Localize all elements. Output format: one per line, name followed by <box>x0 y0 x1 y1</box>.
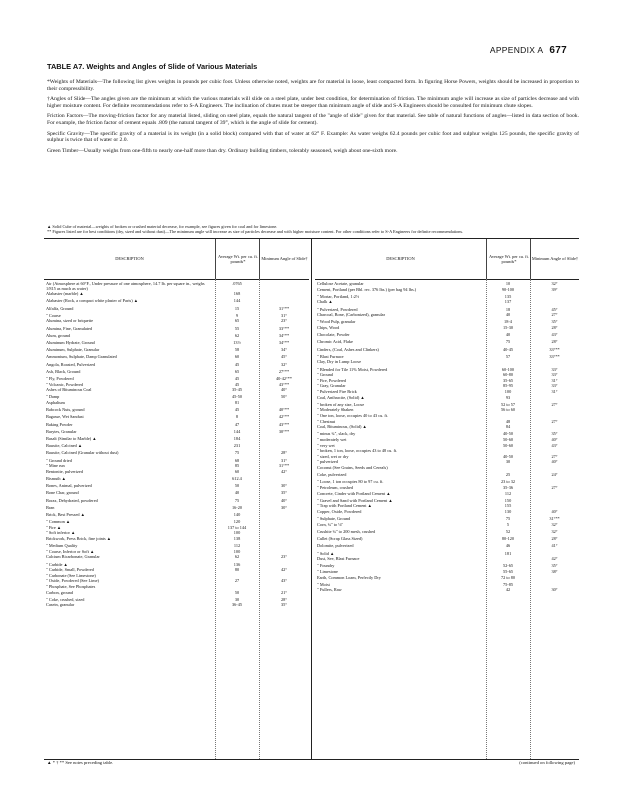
description-cell: Coal, Bituminous, (Solid) ▲ <box>317 424 367 430</box>
weight-cell: 168 <box>233 291 241 297</box>
weight-cell: 15-30 <box>502 325 514 330</box>
description-cell: " Moderately Shaken <box>317 407 354 413</box>
weight-cell: 30 <box>234 596 240 602</box>
angle-cell: 40°** <box>278 407 290 413</box>
description-cell: Alabaster (marble) ▲ <box>46 291 84 297</box>
angle-cell: 35° <box>280 602 287 608</box>
angle-cell: 28° <box>280 450 287 456</box>
small-notes <box>47 224 579 234</box>
description-cell: Alabaster (Rock, a compact white plaster of Paris) ▲ <box>46 298 138 304</box>
weight-cell: 18-4 <box>504 319 512 325</box>
description-cell: " broken, 1 ton, loose, occupies 43 to 48 cu. ft. <box>317 448 398 454</box>
weight-cell: 140 <box>233 512 241 517</box>
weight-cell: 68 <box>234 457 240 463</box>
description-cell: " Pulverized, Powdered <box>317 306 358 312</box>
description-cell: " Fullers, Raw <box>317 587 342 593</box>
description-cell: Bone Char, ground <box>46 490 79 496</box>
angle-cell: 31° <box>551 377 558 383</box>
description-cell: " Chestnut <box>317 418 336 424</box>
weight-cell: 80 <box>234 567 240 573</box>
description-cell: " pulverized <box>317 459 338 465</box>
description-cell: " broken of any size, Loose <box>317 401 365 407</box>
description-cell: " Gray, Granular <box>317 383 346 389</box>
weight-cell: 25 <box>505 472 511 478</box>
table-right-half <box>315 239 579 759</box>
description-cell: " Damp <box>46 394 60 400</box>
description-cell: Carbon, ground <box>46 589 73 595</box>
weight-cell: 137 to 144 <box>227 524 247 530</box>
weight-cell: 65 <box>234 368 240 374</box>
weight-cell: 184 <box>233 436 241 441</box>
description-cell: Bran <box>46 504 55 510</box>
weight-cell: 40 <box>234 490 240 496</box>
description-cell: " Moist <box>317 581 330 587</box>
angle-cell: 30° <box>551 587 558 593</box>
angle-cell: 45° <box>280 354 287 360</box>
angle-cell: 28° <box>551 339 558 345</box>
weight-cell: 13½ <box>233 340 241 345</box>
weight-cell: 55 <box>234 325 240 331</box>
description-cell: Borax, Dehydrated, powdered <box>46 497 98 503</box>
weight-cell: 60-100 <box>501 366 515 372</box>
note-gravity: Specific Gravity—The specific gravity of a material is its weight (in a solid block) compared with that of water at 62° F. Example: As water weighs 62.4 pounds per cubic foot and sulphur weighs 125 pounds, the specific gravity of sulphur is twice that of water or 2.0. <box>47 130 579 144</box>
angle-cell: 28° <box>280 596 287 602</box>
angle-cell: 27°** <box>278 368 290 374</box>
table-center-divider <box>311 239 312 759</box>
column-header-description: DESCRIPTION <box>386 256 415 262</box>
angle-cell: 40-42°** <box>275 376 293 381</box>
weight-cell: 75 <box>234 497 240 503</box>
angle-cell: 40° <box>280 497 287 503</box>
angle-cell: 33° <box>551 372 558 378</box>
description-cell: " One ton, loose, occupies 40 to 43 cu. ft. <box>317 413 389 418</box>
description-cell: " Fire ▲ <box>46 524 62 530</box>
weight-cell: 112 <box>504 490 512 496</box>
angle-cell: 31°** <box>549 516 560 522</box>
weight-cell: 52 <box>505 529 511 534</box>
description-cell: Brickwork, Press Brick, fine joints ▲ <box>46 536 111 541</box>
weight-cell: 50 <box>234 589 240 595</box>
weight-cell: 40-50 <box>502 453 514 459</box>
description-cell: Air (Atmosphere at 60°F., Under pressure of one atmosphere, 14.7 lb. per square in., weighs 1/815 as much as water) <box>46 281 205 292</box>
materials-table <box>44 238 579 760</box>
continued-note: (continued on following page) <box>519 760 575 765</box>
weight-cell: 45 <box>234 381 240 387</box>
description-cell: Cinders, (Coal, Ashes and Clinkers) <box>317 346 379 352</box>
description-cell: Chips, Wood <box>317 325 340 330</box>
weight-cell: 75 <box>505 339 511 345</box>
description-cell: " minus ¾", slack, dry <box>317 431 356 437</box>
description-cell: " Volcanic, Powdered <box>46 381 84 387</box>
description-cell: Concrete, Cinder with Portland Cement ▲ <box>317 490 391 496</box>
weight-cell: 120 <box>233 519 241 525</box>
description-cell: Ammonium, Sulphate, Damp Granulated <box>46 354 117 360</box>
angle-cell: 39° <box>551 286 558 292</box>
weight-cell: 50-60 <box>502 437 514 442</box>
angle-cell: 42°** <box>278 414 290 420</box>
angle-cell: 33° <box>551 366 558 372</box>
description-cell: " Phosphate, See Phosphates <box>46 584 96 589</box>
description-cell: " Pulverized Fire Brick <box>317 389 357 394</box>
weight-cell: 30 <box>505 459 511 465</box>
weight-cell: 90-100 <box>501 286 515 292</box>
note-angles: †Angles of Slide—The angles given are the minimum at which the various materials will slide on a steel plate, under best condition, for determination of friction. The minimum angle will increase as size of particles decrease and with higher moisture content. For definite recommendations refer to S-A Engineers. The inclination of chutes must be steeper than minimum angle of slide and S-A Engineers should be consulted for minimum chute slopes. <box>47 96 579 109</box>
weight-cell: 27 <box>234 578 240 584</box>
note-friction: Friction Factors—The moving-friction factor for any material listed, sliding on steel plate, equals the natural tangent of the "angle of slide" given for that material. See table of natural functions of angles—listed in data section of book. For example, the friction factor of cement equals .809 (the natural tangent of 39°, which is the angle of slide for cement). <box>47 113 579 126</box>
description-cell: Aluminum, Sulphate, Granular <box>46 347 100 353</box>
angle-cell: 24° <box>551 472 558 478</box>
description-cell: Clay, Dry in Lump Loose <box>317 359 361 365</box>
weight-cell: .0765 <box>232 281 242 286</box>
angle-cell: 35° <box>551 563 558 569</box>
description-cell: Dolomite, pulverized <box>317 543 354 549</box>
angle-cell: 38° <box>551 569 558 574</box>
description-cell: " Sulphate, Ground <box>317 516 351 522</box>
weight-cell: 42 <box>505 587 511 593</box>
table-left-half <box>44 239 309 759</box>
description-cell: Babcock Nuts, ground <box>46 407 85 413</box>
weight-cell: 35-36 <box>502 485 514 490</box>
description-cell: " Wood Pulp, granular <box>317 319 356 325</box>
angle-cell: 41° <box>551 543 558 549</box>
description-cell: " moderately wet <box>317 437 347 442</box>
weight-cell: 16-20 <box>231 504 243 510</box>
angle-cell: 32° <box>551 521 558 527</box>
description-cell: Aluminum Hydrate, Ground <box>46 340 95 345</box>
angle-cell: 27° <box>551 418 558 424</box>
weight-cell: 48 <box>505 418 511 424</box>
description-cell: Bones, Animal, pulverized <box>46 483 92 489</box>
description-cell: " Mortar, Portland, 1:2½ <box>317 293 360 299</box>
weight-cell: 58 <box>234 347 240 353</box>
description-cell: " Blended for Tile 11% Moist, Powdered <box>317 366 388 372</box>
description-cell: " Fly, Powdered <box>46 376 74 381</box>
description-cell: " sized, wet or dry <box>317 453 349 459</box>
table-body-right <box>315 279 579 759</box>
description-cell: " Coke, crushed, sized <box>46 596 85 602</box>
weight-cell: 40-45 <box>502 346 514 352</box>
weight-cell: 55-65 <box>502 569 514 574</box>
angle-cell: 40° <box>280 387 287 393</box>
weight-cell: 8 <box>235 414 239 420</box>
angle-cell: 32° <box>551 281 558 286</box>
weight-cell: 35-65 <box>502 377 514 383</box>
description-cell: " Solid ▲ <box>317 550 335 556</box>
description-cell: " very wet <box>317 442 335 448</box>
weight-cell: 47 <box>234 421 240 427</box>
angle-cell: 30°** <box>278 428 290 434</box>
weight-cell: 5 <box>506 521 510 527</box>
description-cell: Ashes of Bituminous Coal <box>46 387 92 393</box>
weight-cell: 155 <box>504 503 512 509</box>
angle-cell: 27° <box>551 401 558 407</box>
angle-cell: 50° <box>280 394 287 400</box>
weight-cell: 612.4 <box>232 476 242 481</box>
description-cell: Bauxite, Calcined (Granular without dust) <box>46 450 119 456</box>
table-header-right <box>315 239 579 280</box>
weight-cell: 75-85 <box>502 581 514 587</box>
angle-cell: 28° <box>551 325 558 330</box>
weight-cell: 56 to 60 <box>500 407 516 413</box>
description-cell: Calcium Bicarbonate, Granular <box>46 554 100 560</box>
description-cell: Corn, ¾" to ⅛" <box>317 521 344 527</box>
angle-cell: 27° <box>551 453 558 459</box>
weight-cell: 60 <box>234 468 240 474</box>
weight-cell: 100 <box>504 389 512 394</box>
angle-cell: 33°** <box>278 325 290 331</box>
angle-cell: 31°** <box>278 305 290 311</box>
description-cell: Chocolate, Powder <box>317 332 350 338</box>
weight-cell: 52 to 57 <box>500 401 516 407</box>
table-body-left <box>44 279 309 759</box>
angle-cell: 34°** <box>278 340 290 345</box>
weight-cell: 112 <box>233 543 241 549</box>
description-cell: Alumina, sized or briquette <box>46 318 94 324</box>
description-cell: " Coarse <box>46 312 61 318</box>
description-cell: " Gravel and Sand with Portland Cement ▲ <box>317 497 393 503</box>
description-cell: Dust, See, Blast Furnace <box>317 556 360 562</box>
description-cell: " Ground <box>317 372 333 378</box>
angle-cell: 33° <box>551 383 558 389</box>
angle-cell: 40° <box>551 459 558 465</box>
angle-cell: 33°** <box>549 353 560 359</box>
description-cell: " Common ▲ <box>46 519 71 525</box>
description-cell: " Limestone <box>317 569 338 574</box>
angle-cell: 23° <box>280 318 287 324</box>
description-cell: Chromic Acid, Flake <box>317 339 353 345</box>
angle-cell: 35° <box>280 490 287 496</box>
weight-cell: 150 <box>504 497 512 503</box>
weight-cell: 72 to 80 <box>500 574 516 580</box>
angle-cell: 30° <box>280 504 287 510</box>
description-cell: " Fire, Powdered <box>317 377 347 383</box>
angle-cell: 40° <box>551 509 558 514</box>
weight-cell: 23 to 32 <box>500 479 516 485</box>
angle-cell: 31° <box>280 457 287 463</box>
description-cell: " Trap with Portland Cement ▲ <box>317 503 372 509</box>
description-cell: Alumina, Fine, Granulated <box>46 325 93 331</box>
angle-cell: 30° <box>280 483 287 489</box>
weight-cell: 46 <box>505 543 511 549</box>
angle-cell: 27° <box>551 312 558 318</box>
angle-cell: 31° <box>551 389 558 394</box>
angle-cell: 21° <box>280 589 287 595</box>
weight-cell: 50-60 <box>502 442 514 448</box>
weight-cell: 9 <box>235 312 239 318</box>
weight-cell: 15 <box>234 305 240 311</box>
description-cell: Cellulose Acetate, granular <box>317 281 364 286</box>
weight-cell: 62 <box>234 554 240 560</box>
angle-cell: 33°** <box>549 346 560 352</box>
description-cell: Copper, Oxide, Powdered <box>317 509 362 514</box>
angle-cell: 34°** <box>278 332 290 338</box>
weight-cell: 144 <box>233 428 241 434</box>
description-cell: Casein, granular <box>46 602 75 608</box>
column-header-angle: Minimum Angle of Slide† <box>530 239 579 279</box>
description-cell: Ash, Black, Ground <box>46 368 81 374</box>
weight-cell: 45 <box>234 407 240 413</box>
angle-cell: 42° <box>280 567 287 573</box>
weight-cell: 60 <box>234 354 240 360</box>
description-cell: Cement, Portland (per Bbl. rec. 376 lbs.) (per bag 94 lbs.) <box>317 286 417 292</box>
weight-cell: 50 <box>234 483 240 489</box>
description-cell: Bentonite, pulverized <box>46 468 83 474</box>
small-note-best: ** Figures listed are for best conditions (dry, sized and without dust)—The minimum angle will increase as size of particles decrease and with higher moisture content. For other conditions refer to S-A Engineers for definite recommendations. <box>47 229 464 235</box>
description-cell: Angola, Roasted, Pulverized <box>46 361 96 367</box>
weight-cell: 231 <box>233 443 241 449</box>
description-cell: Chalk ▲ <box>317 299 333 305</box>
weight-cell: 85 <box>234 463 240 469</box>
weight-cell: 84 <box>505 424 511 430</box>
weight-cell: 62 <box>234 332 240 338</box>
weight-cell: 40 <box>505 332 511 338</box>
weight-cell: 130 <box>504 509 512 514</box>
weight-cell: 137 <box>504 299 512 305</box>
description-cell: " Loose, 1 ton occupies 80 to 97 cu. ft. <box>317 479 384 485</box>
description-cell: Brick, Best Pressed ▲ <box>46 512 85 517</box>
angle-cell: 31°** <box>278 463 290 469</box>
angle-cell: 45° <box>551 306 558 312</box>
description-cell: Bauxite, Calcined ▲ <box>46 443 83 449</box>
weight-cell: 45 <box>234 361 240 367</box>
angle-cell: 43°** <box>278 421 290 427</box>
description-cell: " Carbonate (See Limestone) <box>46 572 96 578</box>
column-header-weight: Average Wt. per cu. ft. pounds* <box>215 239 260 279</box>
weight-cell: 80-120 <box>501 536 515 542</box>
footer-legend: ▲ * † ** See notes preceding table. <box>47 760 114 765</box>
description-cell: " Coarse, Inferior or Soft ▲ <box>46 548 95 554</box>
weight-cell: 85-95 <box>502 383 514 389</box>
description-cell: " Foundry <box>317 563 335 569</box>
weight-cell: 75 <box>234 450 240 456</box>
small-note-solid: ▲ Solid Cube of material—weights of broken or crushed material decrease, for example, see figures given for coal and for limestone. <box>47 224 278 229</box>
weight-cell: 138 <box>233 536 241 541</box>
weight-cell: 45 <box>234 376 240 381</box>
note-weights: *Weights of Materials—The following list gives weights in pounds per cubic foot. Unless otherwise noted, weights are for material in loose, least compacted form. In figuring Horse Powers, weights should be increased in proportion to their compressibility. <box>47 79 579 92</box>
weight-cell: 65 <box>234 318 240 324</box>
description-cell: Charcoal, Bone, (Carbonized), granular <box>317 312 386 318</box>
description-cell: Baking Powder <box>46 421 73 427</box>
weight-cell: 60-80 <box>502 372 514 378</box>
angle-cell: 34° <box>280 347 287 353</box>
description-cell: " Carbide ▲ <box>46 561 68 567</box>
weight-cell: 18 <box>505 306 511 312</box>
column-header-description: DESCRIPTION <box>115 256 144 262</box>
description-cell: Cullet (Scrap Glass Sized) <box>317 536 363 542</box>
description-cell: " Medium Quality <box>46 543 78 549</box>
description-cell: Coal, Anthracite, (Solid) ▲ <box>317 394 365 400</box>
weight-cell: 36-45 <box>231 602 243 608</box>
weight-cell: 52-65 <box>502 563 514 569</box>
angle-cell: 43° <box>551 442 558 448</box>
angle-cell: 42° <box>280 468 287 474</box>
description-cell: " Petroleum, crushed <box>317 485 354 490</box>
angle-cell: 31° <box>280 312 287 318</box>
page-number: 677 <box>549 45 567 56</box>
description-cell: Barytes, Granular <box>46 428 77 434</box>
angle-cell: 35° <box>551 431 558 437</box>
angle-cell: 32° <box>551 529 558 534</box>
description-cell: " Carbide, Small, Powdered <box>46 567 94 573</box>
description-cell: Asphaltum <box>46 400 65 405</box>
weight-cell: 181 <box>504 550 512 556</box>
weight-cell: 81 <box>234 400 240 405</box>
description-cell: Coke, pulverized <box>317 472 347 478</box>
weight-cell: 93 <box>505 394 511 400</box>
weight-cell: 136 <box>233 561 241 567</box>
weight-cell: 10 <box>505 281 511 286</box>
description-cell: " Blast Furnace <box>317 353 344 359</box>
weight-cell: 35-45 <box>231 387 243 393</box>
description-cell: " Soft inferior ▲ <box>46 530 76 536</box>
column-header-angle: Minimum Angle of Slide† <box>259 239 309 279</box>
weight-cell: 57 <box>505 353 511 359</box>
description-cell: Crushite ¾" to 200 mesh, crushed <box>317 529 376 534</box>
table-title: TABLE A7. Weights and Angles of Slide of Various Materials <box>47 62 258 71</box>
description-cell: Alum, ground <box>46 332 71 338</box>
table-header-left <box>44 239 309 280</box>
angle-cell: 23° <box>280 554 287 560</box>
description-cell: Earth, Common Loam, Perfectly Dry <box>317 574 381 580</box>
angle-cell: 42° <box>551 556 558 562</box>
description-cell: " Mine run <box>46 463 65 469</box>
notes-block <box>47 79 579 158</box>
weight-cell: 45-50 <box>231 394 243 400</box>
description-cell: Alfalfa, Ground <box>46 305 74 311</box>
angle-cell: 43°** <box>278 381 290 387</box>
angle-cell: 40° <box>551 437 558 442</box>
weight-cell: 135 <box>504 293 512 299</box>
column-header-weight: Average Wt. per cu. ft. pounds* <box>486 239 531 279</box>
appendix-label: APPENDIX A <box>489 45 544 55</box>
weight-cell: 40 <box>505 312 511 318</box>
angle-cell: 28° <box>551 536 558 542</box>
angle-cell: 35° <box>551 319 558 325</box>
page-header <box>490 45 567 56</box>
angle-cell: 43° <box>280 578 287 584</box>
description-cell: " Oxide, Powdered (See Lime) <box>46 578 99 584</box>
description-cell: Bagasse, Wet Sandust <box>46 414 84 420</box>
weight-cell: 144 <box>233 298 241 304</box>
weight-cell: 75 <box>505 516 511 522</box>
note-timber: Green Timber—Usually weighs from one-fifth to nearly one-half more than dry. Ordinary building timbers, tolerably seasoned, weigh about one-sixth more. <box>47 147 398 154</box>
description-cell: Bismuth ▲ <box>46 476 66 481</box>
description-cell: Basalt (Similar to Marble) ▲ <box>46 436 97 441</box>
description-cell: " Ground dried <box>46 457 72 463</box>
weight-cell: 100 <box>233 548 241 554</box>
weight-cell: 40-50 <box>502 431 514 437</box>
angle-cell: 43° <box>551 332 558 338</box>
angle-cell: 32° <box>280 361 287 367</box>
description-cell: Coconut (See Grains, Seeds and Cereals) <box>317 465 388 470</box>
angle-cell: 27° <box>551 485 558 490</box>
weight-cell: 100 <box>233 530 241 536</box>
